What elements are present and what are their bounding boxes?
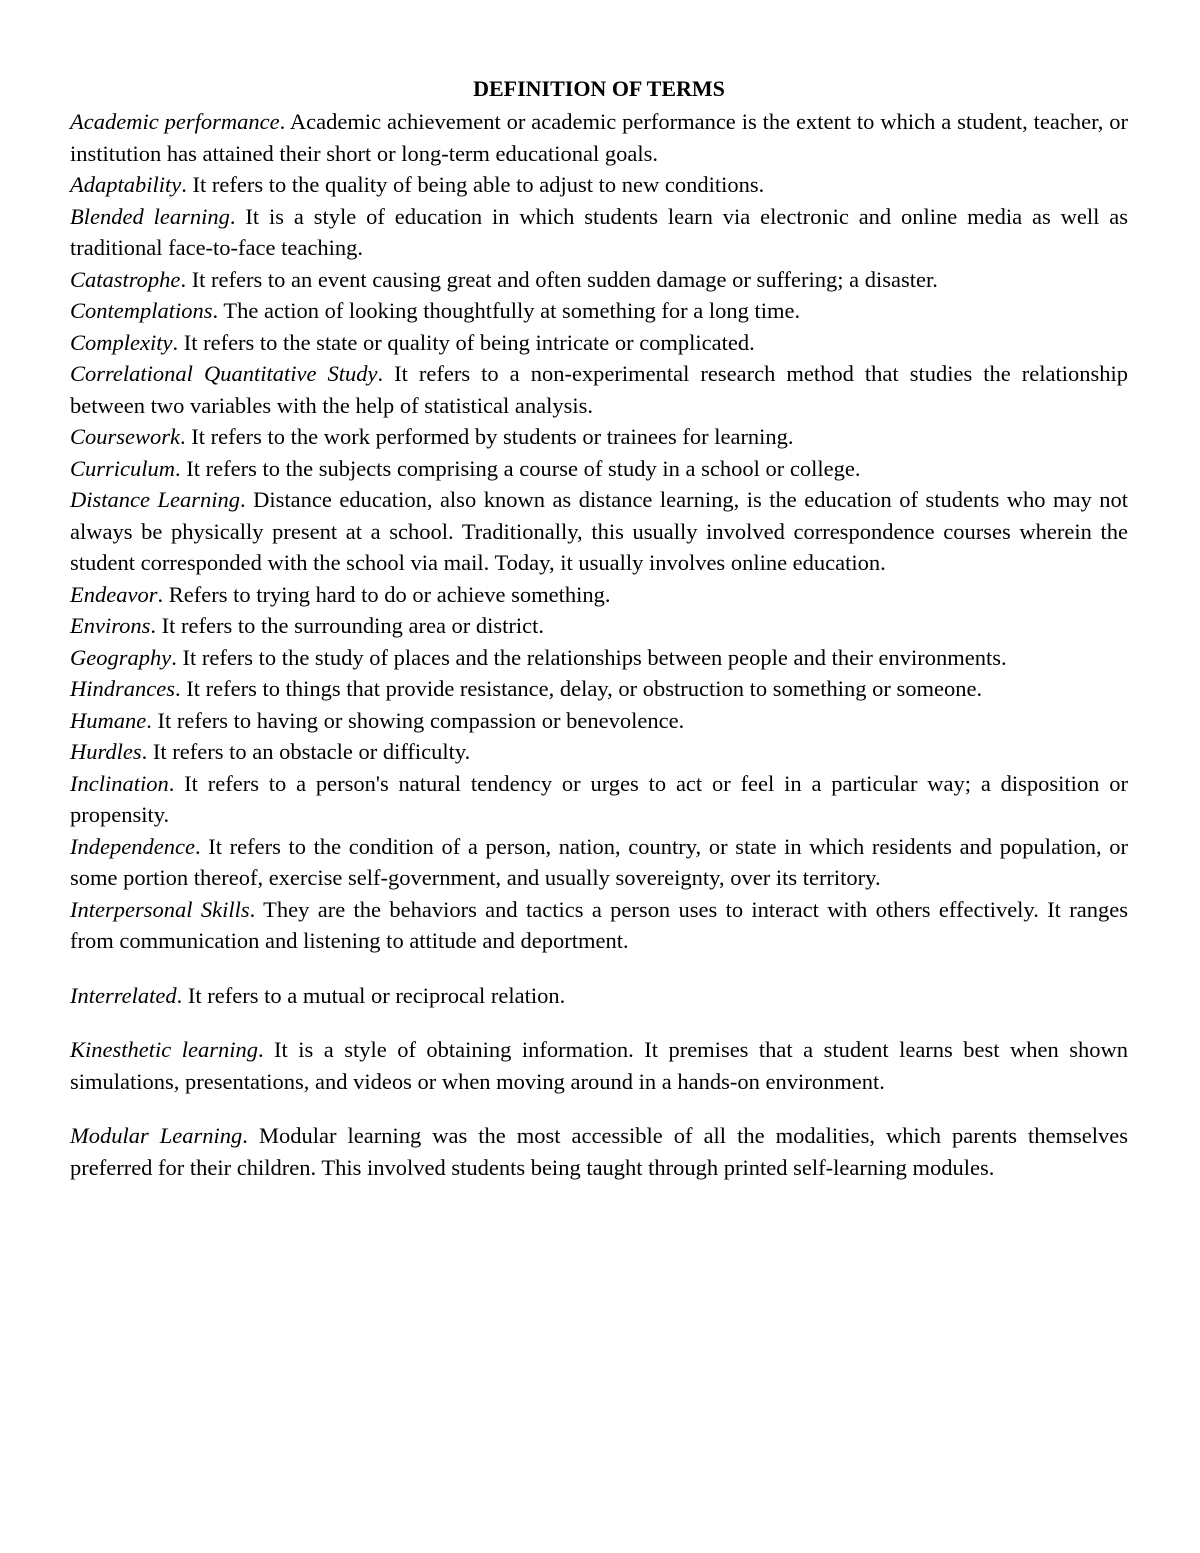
definition-entry [70, 768, 1128, 831]
term: Adaptability [70, 172, 182, 197]
definition-entry [70, 1120, 1128, 1183]
definition-entry [70, 736, 1128, 768]
definition: . It refers to the work performed by students or trainees for learning. [180, 424, 794, 449]
definition: . It refers to the surrounding area or district. [150, 613, 545, 638]
definition: . It refers to the subjects comprising a course of study in a school or college. [175, 455, 861, 481]
term: Curriculum [70, 455, 176, 481]
definition-entry [70, 295, 1128, 327]
term: Contemplations [70, 298, 213, 323]
definition-entry [70, 201, 1128, 264]
definition: . It refers to things that provide resistance, delay, or obstruction to something or someone. [175, 676, 983, 701]
definition-entry [70, 484, 1128, 579]
definition: . It refers to having or showing compassion or benevolence. [146, 707, 685, 733]
term: Blended learning [70, 203, 230, 229]
definition-entry [70, 642, 1128, 674]
definition: . It refers to a non-experimental research method that studies the relationship between two variables with the help of statistical analysis. [70, 361, 1128, 418]
definition-entry [70, 106, 1128, 169]
term: Humane [70, 707, 147, 733]
definition-entry [70, 705, 1128, 737]
definition: . The action of looking thoughtfully at something for a long time. [212, 298, 801, 323]
definition-entry [70, 264, 1128, 296]
definition-entry [70, 831, 1128, 894]
definition: . Refers to trying hard to do or achieve something. [157, 581, 611, 607]
term: Coursework [70, 424, 181, 449]
term: Geography [70, 644, 172, 670]
term: Hurdles [70, 739, 142, 764]
term: Environs [70, 613, 151, 638]
definition-entry [70, 421, 1128, 453]
definition: . Academic achievement or academic performance is the extent to which a student, teacher, or institution has attained their short or long-term educational goals. [70, 109, 1128, 166]
definition-entry [70, 358, 1128, 421]
definition: . It is a style of education in which students learn via electronic and online media as well as traditional face-to-face teaching. [70, 203, 1128, 260]
definition: . It refers to the study of places and the relationships between people and their environments. [171, 644, 1007, 670]
definition: . It refers to a person's natural tendency or urges to act or feel in a particular way; a disposition or propensity. [70, 770, 1128, 827]
term: Kinesthetic learning [70, 1037, 258, 1062]
page-title: DEFINITION OF TERMS [473, 76, 725, 101]
definition: . Modular learning was the most accessible of all the modalities, which parents themselves preferred for their children. This involved students being taught through printed self-learning modules. [70, 1123, 1128, 1180]
definition: . It refers to an event causing great and often sudden damage or suffering; a disaster. [180, 266, 938, 292]
definition: . Distance education, also known as distance learning, is the education of students who may not always be physically present at a school. Traditionally, this usually involved correspondence courses wherein the student corresponded with the school via mail. Today, it usually involves online education. [70, 487, 1128, 575]
term: Independence [70, 833, 195, 859]
definition: . It refers to the state or quality of being intricate or complicated. [172, 329, 755, 355]
definition: . It refers to a mutual or reciprocal relation. [176, 982, 566, 1008]
definition-entry [70, 980, 1128, 1012]
term: Interrelated [70, 982, 177, 1008]
term: Distance Learning [70, 487, 240, 512]
definition-entry [70, 673, 1128, 705]
term: Correlational Quantitative Study [70, 361, 378, 386]
definition: . It refers to an obstacle or difficulty. [141, 739, 471, 764]
definition-entry [70, 453, 1128, 485]
definition: . It refers to the quality of being able to adjust to new conditions. [181, 172, 765, 197]
term: Complexity [70, 329, 173, 355]
term: Inclination [70, 770, 169, 796]
definition-entry [70, 1034, 1128, 1097]
definition-entry [70, 894, 1128, 957]
definition-entry [70, 579, 1128, 611]
term: Academic performance [70, 109, 280, 134]
definition: . It is a style of obtaining information. It premises that a student learns best when shown simulations, presentations, and videos or when moving around in a hands-on environment. [70, 1037, 1128, 1094]
term: Hindrances [70, 676, 175, 701]
term: Catastrophe [70, 266, 181, 292]
definition-entry [70, 169, 1128, 201]
definition-entry [70, 327, 1128, 359]
term: Interpersonal Skills [70, 896, 250, 922]
definition: . It refers to the condition of a person, nation, country, or state in which residents and population, or some portion thereof, exercise self-government, and usually sovereignty, over its territory. [70, 833, 1128, 890]
term: Modular Learning [70, 1123, 243, 1148]
term: Endeavor [70, 581, 158, 607]
definition-entry [70, 610, 1128, 642]
definition: . They are the behaviors and tactics a person uses to interact with others effectively. It ranges from communication and listening to attitude and deportment. [70, 896, 1128, 953]
